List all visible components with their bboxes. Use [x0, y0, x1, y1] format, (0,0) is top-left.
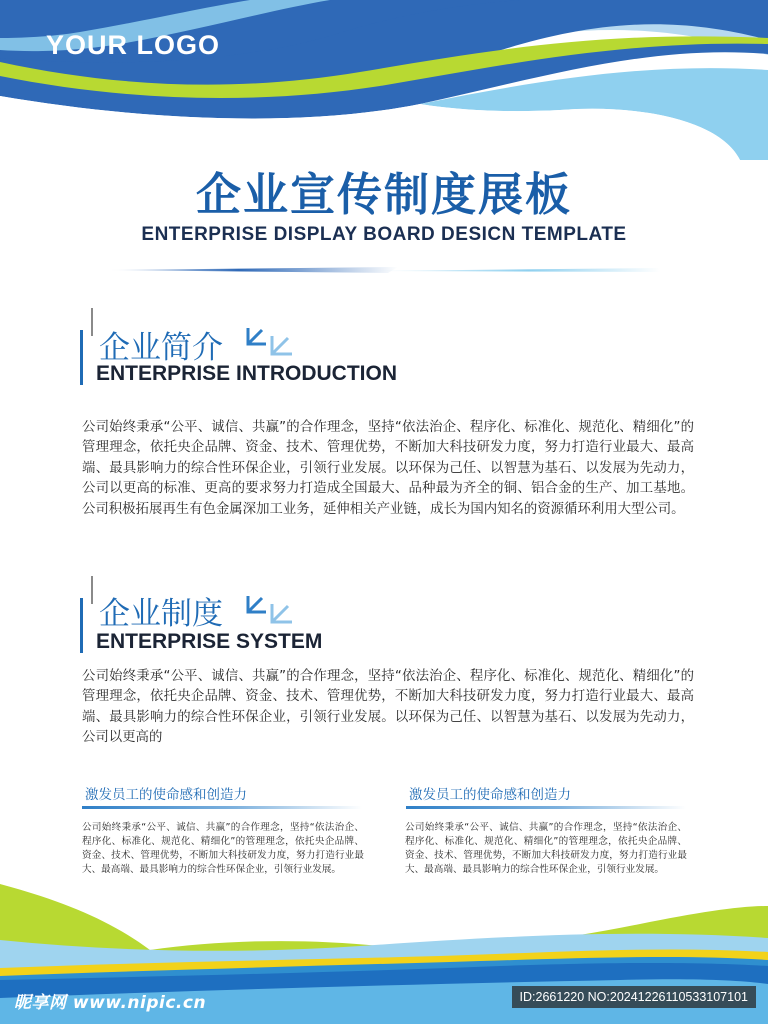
- title-divider: [108, 264, 660, 276]
- watermark-site: 昵享网 www.nipic.cn: [14, 993, 207, 1013]
- column-body: 公司始终秉承“公平、诚信、共赢”的合作理念，坚持“依法治企、程序化、标准化、规范化、精细化”的管理理念，依托央企品牌、资金、技术、管理优势，不断加大科技研发力度，努力打造行业最大、最高端、最具影响力的综合性环保企业，引领行业发展。: [82, 822, 364, 875]
- section-subtitle: ENTERPRISE INTRODUCTION: [96, 362, 398, 385]
- double-arrow-icon: [246, 324, 306, 360]
- column-divider: [406, 806, 686, 809]
- section-subtitle: ENTERPRISE SYSTEM: [96, 630, 323, 653]
- column-divider: [82, 806, 362, 809]
- header-wave-decoration: [0, 0, 768, 160]
- section-accent-bar: [80, 330, 83, 385]
- column-body: 公司始终秉承“公平、诚信、共赢”的合作理念，坚持“依法治企、程序化、标准化、规范化、精细化”的管理理念，依托央企品牌、资金、技术、管理优势，不断加大科技研发力度，努力打造行业最大、最高端、最具影响力的综合性环保企业，引领行业发展。: [405, 822, 687, 875]
- section-body: 公司始终秉承“公平、诚信、共赢”的合作理念，坚持“依法治企、程序化、标准化、规范化、精细化”的管理理念，依托央企品牌、资金、技术、管理优势，不断加大科技研发力度，努力打造行业最大、最高端、最具影响力的综合性环保企业，引领行业发展。以环保为己任、以智慧为基石、以发展为先动力，公司以更高的: [82, 669, 694, 746]
- section-accent-bar: [91, 308, 93, 336]
- section-accent-bar: [91, 576, 93, 604]
- section-body: 公司始终秉承“公平、诚信、共赢”的合作理念，坚持“依法治企、程序化、标准化、规范化、精细化”的管理理念，依托央企品牌、资金、技术、管理优势，不断加大科技研发力度，努力打造行业最大、最高端、最具影响力的综合性环保企业，引领行业发展。以环保为己任、以智慧为基石、以发展为先动力，公司以更高的标准、更高的要求努力打造成全国最大、品种最为齐全的铜、铝合金的生产、加工基地。公司积极拓展再生有色金属深加工业务，延伸相关产业链，成长为国内知名的资源循环利用大型公司。: [82, 420, 694, 517]
- section-accent-bar: [80, 598, 83, 653]
- double-arrow-icon: [246, 592, 306, 628]
- logo-text: YOUR LOGO: [46, 30, 221, 60]
- column-title: 激发员工的使命感和创造力: [85, 787, 247, 803]
- section-title: 企业简介: [99, 330, 223, 366]
- page-title: 企业宣传制度展板: [195, 168, 572, 221]
- section-title: 企业制度: [99, 596, 223, 632]
- column-title: 激发员工的使命感和创造力: [409, 787, 571, 803]
- watermark-id: ID:2661220 NO:20241226110533107101: [512, 986, 756, 1008]
- page-subtitle: ENTERPRISE DISPLAY BOARD DESICN TEMPLATE: [141, 224, 627, 245]
